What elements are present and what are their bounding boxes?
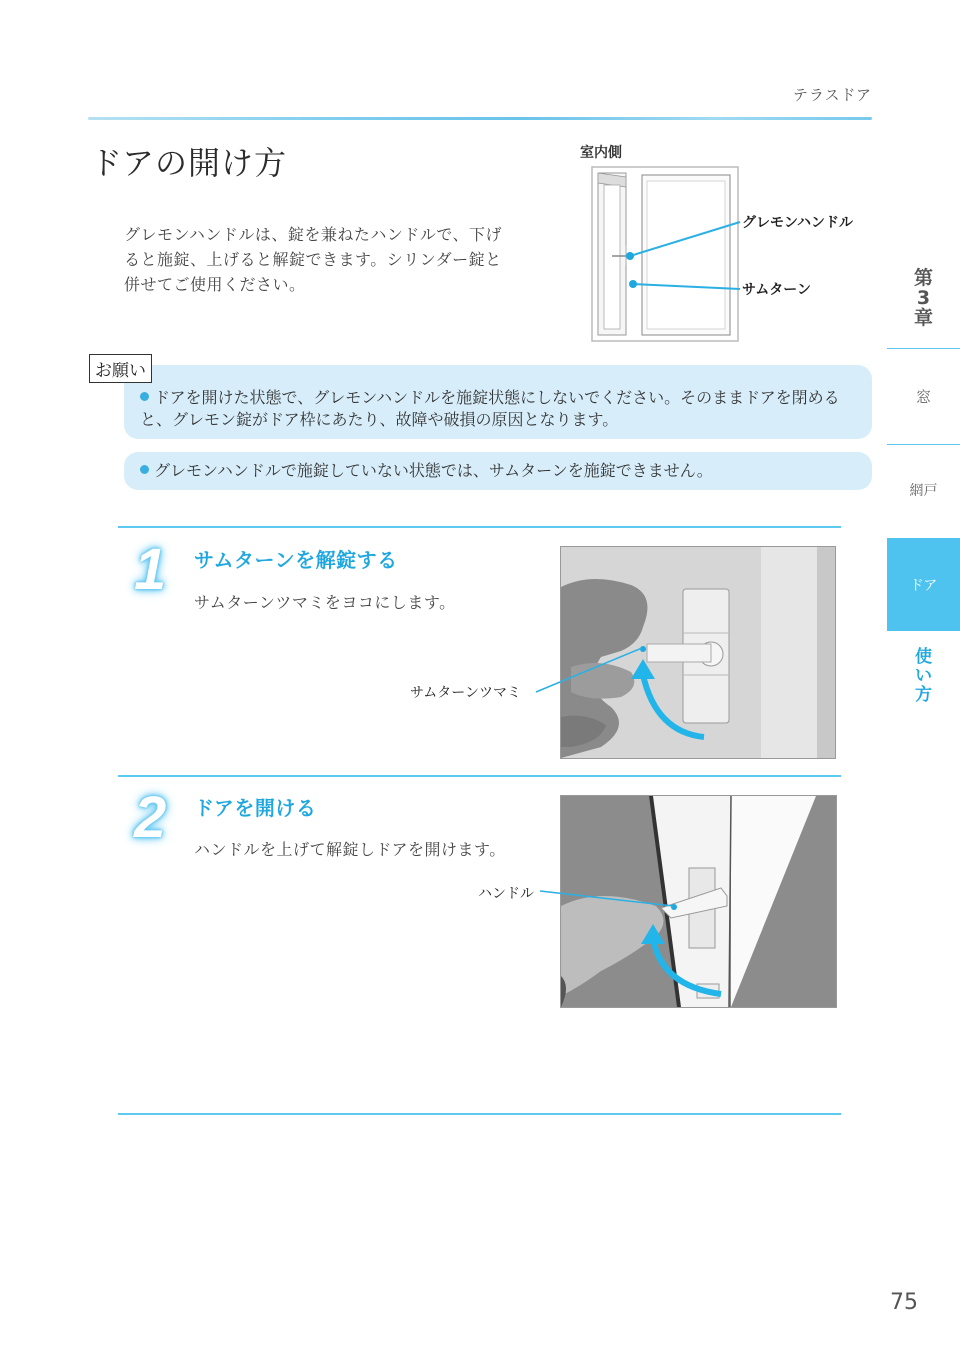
- callout-handle: ハンドル: [478, 886, 534, 902]
- sidebar-sub-usage[interactable]: 使 い 方: [915, 647, 932, 705]
- step-number: 2: [134, 785, 167, 850]
- sidebar-item-screen[interactable]: 網戸: [909, 483, 938, 499]
- callout-leader-1: [530, 640, 650, 700]
- label-gremon-handle: グレモンハンドル: [742, 215, 854, 231]
- step-divider: [118, 775, 841, 777]
- sidebar-divider: [887, 348, 960, 349]
- intro-text: グレモンハンドルは、錠を兼ねたハンドルで、下げると施錠、上げると解錠できます。シリンダー錠と併せてご使用ください。: [124, 225, 503, 294]
- notice-item: ドアを開けた状態で、グレモンハンドルを施錠状態にしないでください。そのままドアを閉めると、グレモン錠がドア枠にあたり、故障や破損の原因となります。: [124, 365, 872, 439]
- notice-item: グレモンハンドルで施錠していない状態では、サムターンを施錠できません。: [124, 452, 872, 490]
- diagram-caption: 室内側: [580, 145, 622, 161]
- sidebar-item-door[interactable]: ドア: [887, 538, 960, 631]
- page-title: ドアの開け方: [90, 144, 288, 182]
- step-description: サムターンツマミをヨコにします。: [194, 593, 456, 612]
- section-end-divider: [118, 1113, 841, 1115]
- step-title: ドアを開ける: [194, 796, 317, 820]
- step-title: サムターンを解錠する: [194, 548, 398, 572]
- sidebar-item-window[interactable]: 窓: [915, 388, 931, 406]
- step-divider: [118, 526, 841, 528]
- page-number: 75: [890, 1290, 918, 1315]
- section-label: テラスドア: [792, 86, 872, 104]
- bullet-icon: [140, 465, 149, 474]
- callout-leader-2: [538, 885, 678, 915]
- chapter-indicator: 第 3 章: [913, 267, 933, 329]
- header-divider: [88, 117, 872, 120]
- bullet-icon: [140, 392, 149, 401]
- step-description: ハンドルを上げて解錠しドアを開けます。: [194, 840, 506, 859]
- notice-tag: お願い: [89, 354, 152, 383]
- label-thumbturn: サムターン: [742, 282, 812, 298]
- sidebar-divider: [887, 444, 960, 445]
- step-number: 1: [134, 537, 167, 602]
- diagram-leader-lines: [590, 200, 750, 300]
- callout-thumbturn-knob: サムターンツマミ: [410, 685, 522, 701]
